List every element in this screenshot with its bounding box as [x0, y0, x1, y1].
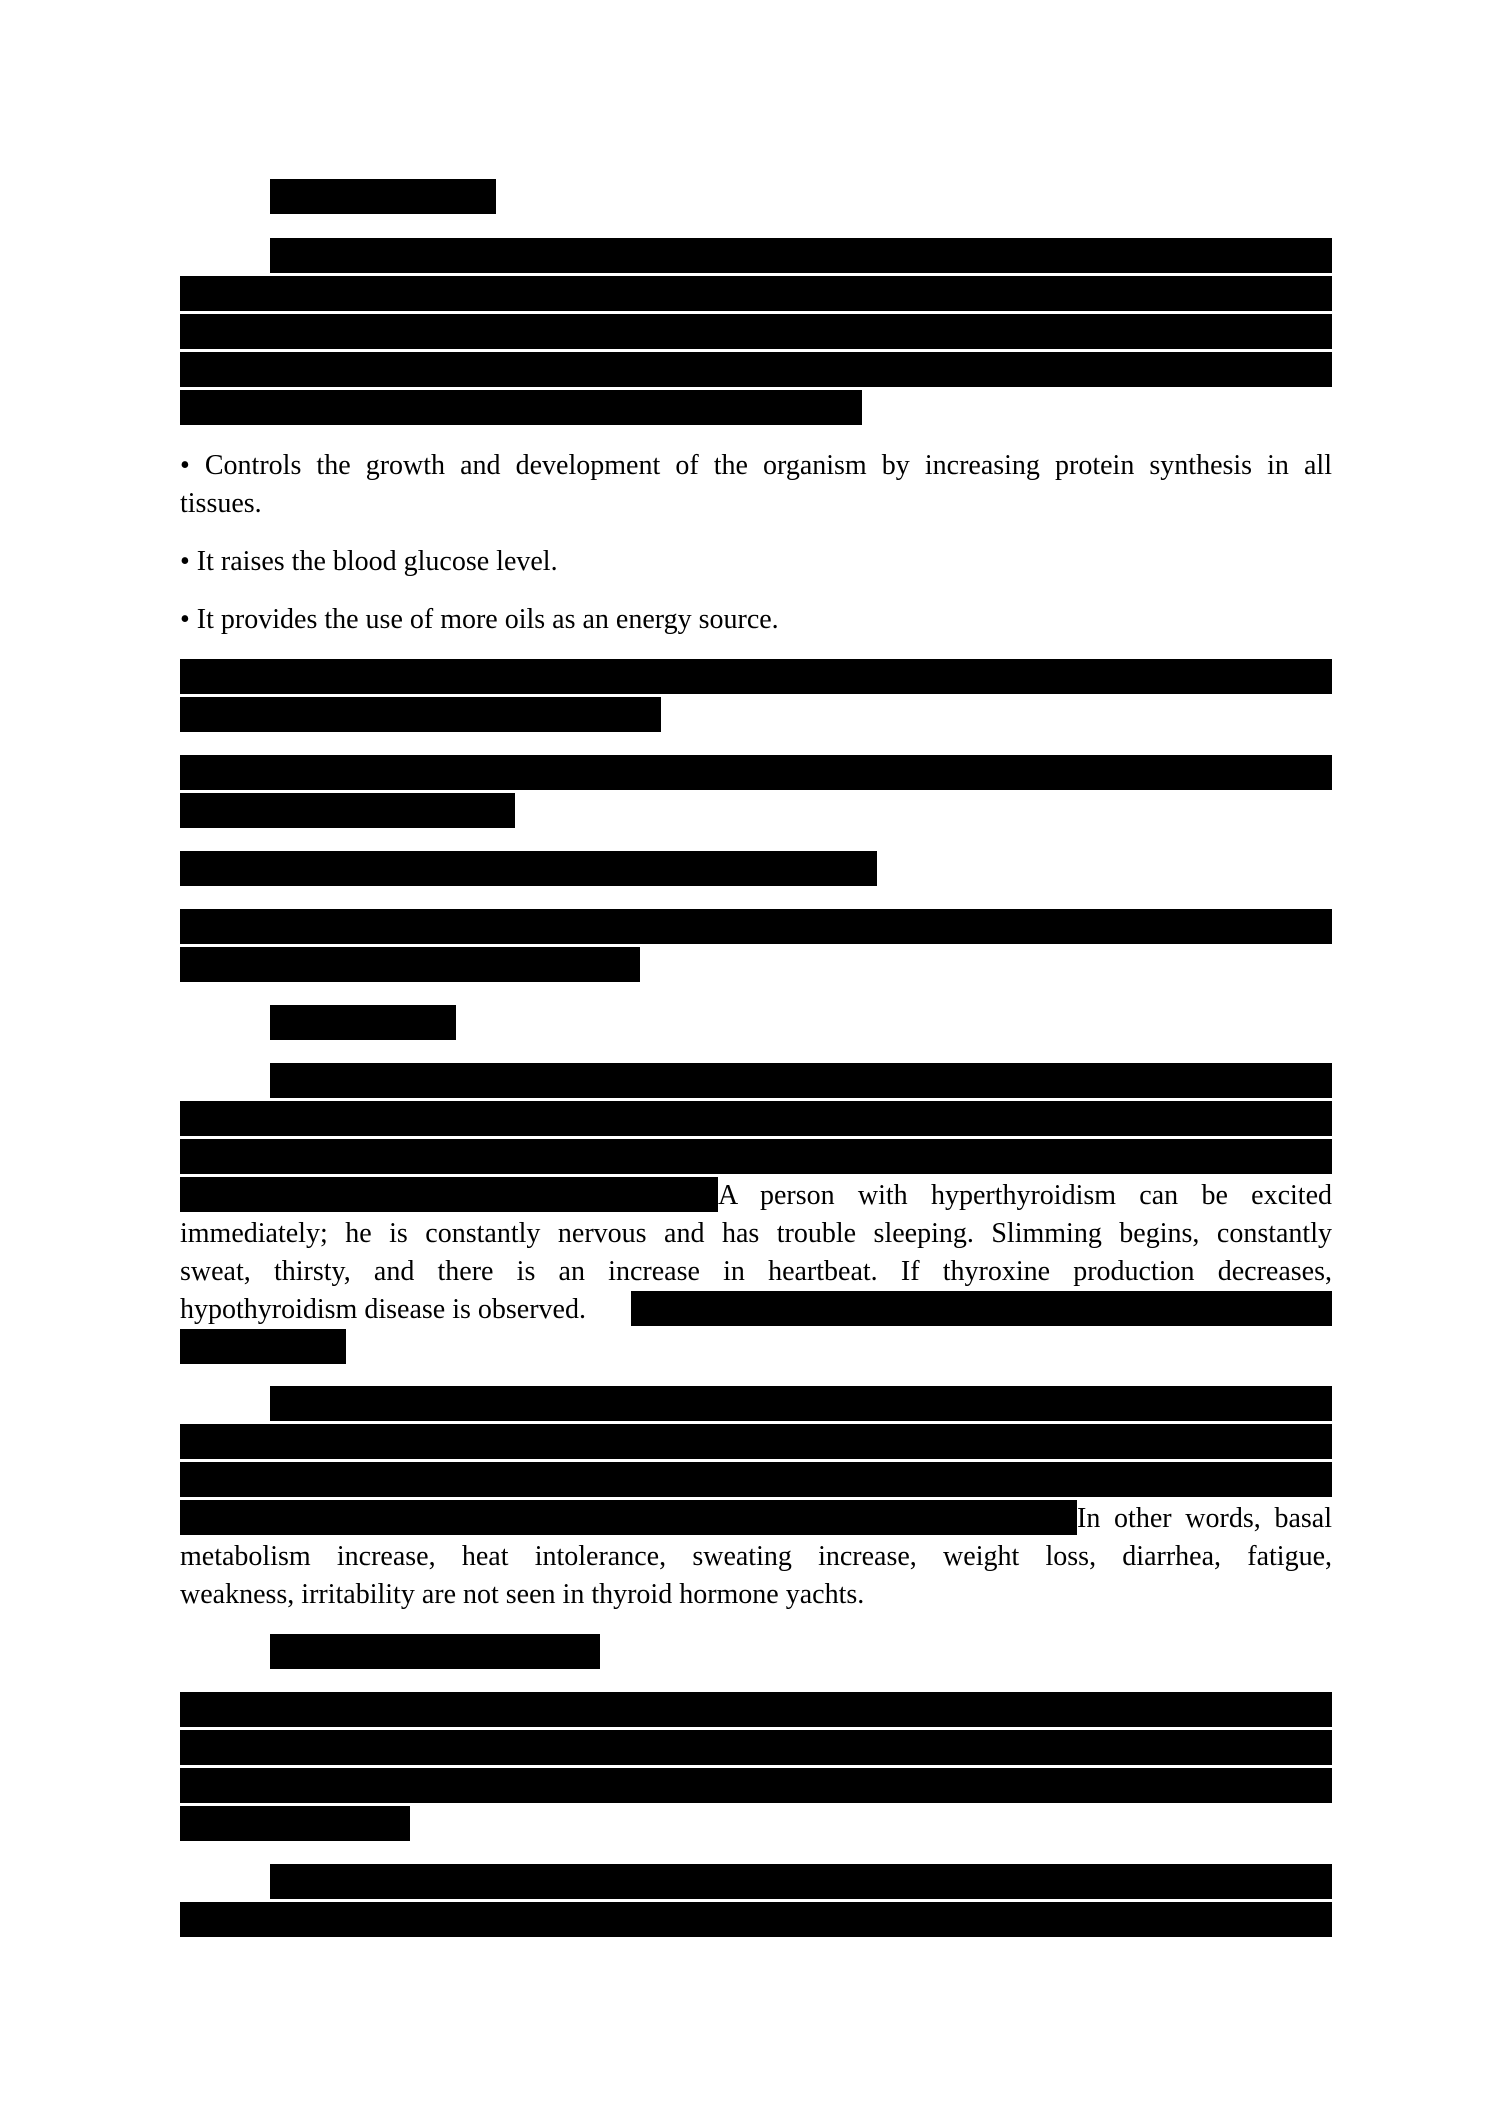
redacted-line: [180, 390, 862, 425]
redacted-line: [180, 1902, 1332, 1937]
bullet-oils: • It provides the use of more oils as an energy source.: [180, 604, 779, 635]
redacted-line: [270, 1864, 1332, 1899]
metabolism-text-line3: weakness, irritability are not seen in thyroid hormone yachts.: [180, 1579, 865, 1610]
hyperthyroidism-text-line3: sweat, thirsty, and there is an increase in heartbeat. If thyroxine production decreases,: [180, 1256, 1332, 1287]
bullet-growth-line1: • Controls the growth and development of the organism by increasing protein synthesis in all: [180, 450, 1332, 481]
redacted-line: [180, 352, 1332, 387]
redacted-line: [180, 276, 1332, 311]
redacted-line: [180, 793, 515, 828]
metabolism-text-line1: In other words, basal: [1077, 1503, 1332, 1534]
redacted-heading: [270, 179, 496, 214]
redacted-line: [270, 1386, 1332, 1421]
hyperthyroidism-text-line1: A person with hyperthyroidism can be excited: [718, 1180, 1332, 1211]
redacted-line: [270, 1063, 1332, 1098]
redacted-line: [180, 1730, 1332, 1765]
redacted-line: [180, 1806, 410, 1841]
redacted-line: [180, 1424, 1332, 1459]
redacted-line: [180, 697, 661, 732]
redacted-line: [180, 1139, 1332, 1174]
redacted-line: [180, 1692, 1332, 1727]
redacted-line: [180, 909, 1332, 944]
redacted-heading: [270, 1005, 456, 1040]
redacted-line: [180, 755, 1332, 790]
redacted-line: [180, 851, 877, 886]
hyperthyroidism-text-line2: immediately; he is constantly nervous and has trouble sleeping. Slimming begins, constantly: [180, 1218, 1332, 1249]
redacted-line-segment: [180, 1177, 718, 1212]
redacted-line: [270, 238, 1332, 273]
redacted-line: [180, 1768, 1332, 1803]
redacted-line: [180, 947, 640, 982]
redacted-heading: [270, 1634, 600, 1669]
redacted-line: [180, 314, 1332, 349]
redacted-line: [180, 659, 1332, 694]
hypothyroidism-text-line4: hypothyroidism disease is observed.: [180, 1294, 586, 1325]
bullet-growth-line2: tissues.: [180, 488, 262, 519]
redacted-line: [180, 1101, 1332, 1136]
redacted-line-segment: [631, 1291, 1332, 1326]
metabolism-text-line2: metabolism increase, heat intolerance, sweating increase, weight loss, diarrhea, fatigue,: [180, 1541, 1332, 1572]
redacted-line-segment: [180, 1500, 1077, 1535]
redacted-line: [180, 1462, 1332, 1497]
redacted-line: [180, 1329, 346, 1364]
bullet-glucose: • It raises the blood glucose level.: [180, 546, 558, 577]
